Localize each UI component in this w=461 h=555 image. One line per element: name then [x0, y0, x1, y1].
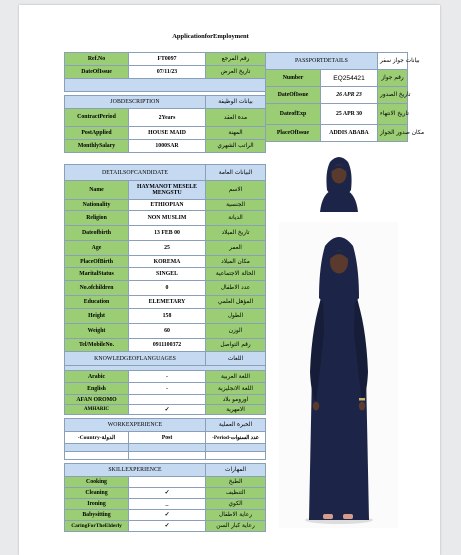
candidate-row [65, 296, 266, 309]
candidate-field-value: KOREMA [129, 256, 206, 268]
candidate-field-label: Education [65, 296, 129, 309]
candidate-field-label: Tel/MobileNo. [65, 339, 129, 352]
skill-ar: الطبخ [206, 477, 266, 488]
candidate-header-ar: البيانات العامة [206, 165, 266, 181]
salary-label: MonthlySalary [65, 140, 129, 153]
skill-value: ✓ [129, 521, 206, 532]
skill-label: Cleaning [65, 488, 129, 499]
portrait-photo [302, 150, 376, 212]
ref-label: Ref.No [65, 53, 129, 66]
candidate-field-label: MaritalStatus [65, 268, 129, 281]
post-value: HOUSE MAID [129, 127, 206, 140]
passport-exp-label: DateofExp [266, 104, 321, 125]
skill-row [65, 488, 266, 499]
candidate-field-value: 25 [129, 241, 206, 256]
candidate-field-label: Dateofbirth [65, 226, 129, 241]
language-row [65, 383, 266, 395]
languages-header-ar: اللغات [206, 352, 266, 366]
skills-header-ar: المهارات [206, 464, 266, 477]
candidate-field-label: Nationality [65, 200, 129, 211]
candidate-table [64, 164, 266, 352]
skill-label: Ironing [65, 499, 129, 510]
candidate-row [65, 200, 266, 211]
skill-label: Babysitting [65, 510, 129, 521]
candidate-row [65, 226, 266, 241]
doi-value: 07/11/23 [129, 66, 206, 79]
post-ar: المهنة [206, 127, 266, 140]
candidate-row [65, 181, 266, 200]
skill-row [65, 477, 266, 488]
work-period-label: -Period-عدد السنوات [206, 432, 266, 444]
passport-table [265, 52, 425, 142]
candidate-field-ar: الديانة [206, 211, 266, 226]
skill-ar: الكوي [206, 499, 266, 510]
language-label: English [65, 383, 129, 395]
passport-issue-ar: تاريخ الصدور [378, 87, 408, 104]
work-country-label: -Country-الدولة [65, 432, 129, 444]
candidate-field-label: Age [65, 241, 129, 256]
passport-issue-value: 26 APR 23 [321, 87, 378, 104]
candidate-field-label: No.ofchildren [65, 281, 129, 296]
contract-ar: مدة العقد [206, 109, 266, 127]
spacer-row [65, 79, 266, 92]
skill-row [65, 510, 266, 521]
candidate-field-label: Height [65, 309, 129, 324]
candidate-field-value: 13 FEB 00 [129, 226, 206, 241]
job-header-ar: بيانات الوظيفة [206, 96, 266, 109]
post-label: PostApplied [65, 127, 129, 140]
candidate-field-ar: الاسم [206, 181, 266, 200]
candidate-field-value: ETHIOPIAN [129, 200, 206, 211]
candidate-row [65, 256, 266, 268]
full-length-photo [279, 222, 398, 528]
candidate-field-value: 0 [129, 281, 206, 296]
skill-value: _ [129, 499, 206, 510]
skills-table [64, 463, 266, 532]
language-ar: اللغة الانجليزية [206, 383, 266, 395]
passport-header-ar: بيانات جواز سفر [378, 53, 408, 70]
passport-place-ar: مكان صدور الجواز [378, 125, 408, 142]
passport-place-label: PlaceOfIssue [266, 125, 321, 142]
languages-header: KNOWLEDGEOFLANGUAGES [65, 352, 206, 366]
skill-ar: رعاية الاطفال [206, 510, 266, 521]
candidate-field-label: Weight [65, 324, 129, 339]
skill-label: Cooking [65, 477, 129, 488]
candidate-row [65, 211, 266, 226]
candidate-field-ar: الجنسية [206, 200, 266, 211]
candidate-row [65, 309, 266, 324]
candidate-field-ar: عدد الاطفال [206, 281, 266, 296]
candidate-field-ar: المؤهل العلمي [206, 296, 266, 309]
candidate-field-value: SINGEL [129, 268, 206, 281]
doi-label-ar: تاريخ العرض [206, 66, 266, 79]
candidate-row [65, 268, 266, 281]
work-header-ar: الخبرة العملية [206, 419, 266, 432]
language-row [65, 395, 266, 405]
passport-header: PASSPORTDETAILS [266, 53, 378, 70]
contract-value: 2Years [129, 109, 206, 127]
candidate-field-ar: الوزن [206, 324, 266, 339]
doi-label: DateOfIssue [65, 66, 129, 79]
salary-ar: الراتب الشهري [206, 140, 266, 153]
candidate-field-ar: العمر [206, 241, 266, 256]
language-row [65, 371, 266, 383]
skills-header: SKILLEXPERIENCE [65, 464, 206, 477]
language-value: - [129, 383, 206, 395]
candidate-field-label: Religion [65, 211, 129, 226]
skill-row [65, 499, 266, 510]
language-value: - [129, 371, 206, 383]
candidate-field-value: 158 [129, 309, 206, 324]
reference-table [64, 52, 266, 92]
language-ar: اللغة العربية [206, 371, 266, 383]
language-value [129, 395, 206, 405]
candidate-field-value: ELEMETARY [129, 296, 206, 309]
language-label: AFAN OROMO [65, 395, 129, 405]
language-label: Arabic [65, 371, 129, 383]
skill-row [65, 521, 266, 532]
languages-table [64, 351, 266, 415]
skill-ar: رعاية كبار السن [206, 521, 266, 532]
job-table [64, 95, 266, 153]
job-header: JOBDESCRIPTION [65, 96, 206, 109]
language-ar: الامهرية [206, 405, 266, 415]
passport-exp-value: 25 APR 30 [321, 104, 378, 125]
skill-value [129, 477, 206, 488]
language-value: ✓ [129, 405, 206, 415]
candidate-field-label: Name [65, 181, 129, 200]
candidate-field-ar: الطول [206, 309, 266, 324]
passport-issue-label: DateOfIssue [266, 87, 321, 104]
candidate-row [65, 324, 266, 339]
candidate-row [65, 339, 266, 352]
passport-number-label: Number [266, 70, 321, 87]
candidate-row [65, 241, 266, 256]
candidate-field-ar: الحالة الاجتماعية [206, 268, 266, 281]
skill-label: CaringForTheElderly [65, 521, 129, 532]
passport-exp-ar: تاريخ الانتهاء [378, 104, 408, 125]
work-table [64, 418, 266, 460]
candidate-field-label: PlaceOfBirth [65, 256, 129, 268]
salary-value: 1000SAR [129, 140, 206, 153]
work-row [65, 444, 266, 452]
language-ar: اورومو بلاد [206, 395, 266, 405]
language-label: AMHARIC [65, 405, 129, 415]
contract-label: ContractPeriod [65, 109, 129, 127]
candidate-field-ar: تاريخ الميلاد [206, 226, 266, 241]
passport-number-ar: رقم جواز [378, 70, 408, 87]
skill-ar: التنظيف [206, 488, 266, 499]
skill-value: ✓ [129, 488, 206, 499]
candidate-field-ar: رقم التواصل [206, 339, 266, 352]
candidate-field-value: NON MUSLIM [129, 211, 206, 226]
candidate-field-ar: مكان الميلاد [206, 256, 266, 268]
work-row [65, 452, 266, 460]
document-title: ApplicationforEmployment [172, 33, 249, 40]
candidate-field-value: 0911100372 [129, 339, 206, 352]
candidate-field-value: 60 [129, 324, 206, 339]
work-header: WORKEXPERIENCE [65, 419, 206, 432]
candidate-header: DETAILSOFCANDIDATE [65, 165, 206, 181]
candidate-row [65, 281, 266, 296]
passport-number-value: EQ254421 [321, 70, 378, 87]
candidate-field-value: HAYMANOT MESELE MENGSTU [129, 181, 206, 200]
work-post-label: Post [129, 432, 206, 444]
ref-label-ar: رقم المرجع [206, 53, 266, 66]
skill-value: ✓ [129, 510, 206, 521]
ref-value: FT0097 [129, 53, 206, 66]
language-row [65, 405, 266, 415]
passport-place-value: ADDIS ABABA [321, 125, 378, 142]
